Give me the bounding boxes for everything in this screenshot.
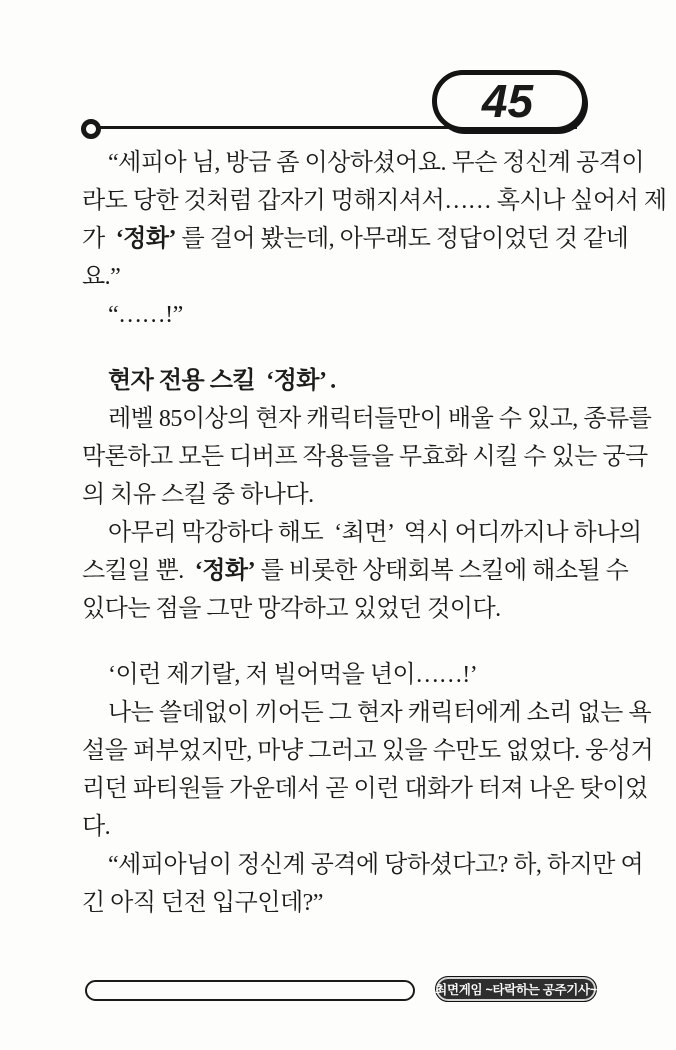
text-line bbox=[82, 732, 654, 770]
text-segment: 막론하고 모든 디버프 작용들을 무효화 시킬 수 있는 궁극 bbox=[82, 444, 648, 470]
text-line bbox=[82, 438, 648, 476]
text-segment: 스킬일 뿐. bbox=[82, 558, 195, 584]
page-footer bbox=[0, 960, 676, 1020]
text-line bbox=[82, 258, 602, 296]
paragraph-gap bbox=[82, 628, 602, 656]
footer-decoration-pill bbox=[85, 980, 415, 1001]
page-number-badge bbox=[432, 70, 587, 132]
text-segment: 라도 당한 것처럼 갑자기 멍해지셔서…… 혹시나 싶어서 제 bbox=[82, 188, 667, 214]
text-line bbox=[82, 182, 667, 220]
bold-text-segment: ‘정화’ bbox=[194, 558, 256, 584]
text-segment: 요.” bbox=[82, 264, 121, 290]
text-segment: 아무리 막강하다 해도 ‘최면’ 역시 어디까지나 하나의 bbox=[108, 520, 642, 546]
text-segment: 있다는 점을 그만 망각하고 있었던 것이다. bbox=[82, 596, 501, 622]
text-line bbox=[82, 514, 642, 552]
text-line bbox=[82, 770, 648, 808]
series-title: 최면게임 ~타락하는 공주기사~ bbox=[435, 983, 597, 997]
page-header bbox=[0, 0, 676, 140]
text-segment: “……!” bbox=[108, 302, 183, 328]
text-line bbox=[82, 694, 652, 732]
text-line bbox=[82, 362, 602, 400]
text-line bbox=[82, 846, 644, 884]
text-segment: 의 치유 스킬 중 하나다. bbox=[82, 482, 314, 508]
text-segment: 레벨 85이상의 현자 캐릭터들만이 배울 수 있고, 종류를 bbox=[108, 406, 652, 432]
text-segment: “세피아님이 정신계 공격에 당하셨다고? 하, 하지만 여 bbox=[108, 852, 644, 878]
text-segment: “세피아 님, 방금 좀 이상하셨어요. 무슨 정신계 공격이 bbox=[108, 150, 645, 176]
text-line bbox=[82, 220, 629, 258]
paragraph-gap bbox=[82, 334, 602, 362]
text-segment: 가 bbox=[82, 226, 116, 252]
text-line bbox=[82, 884, 602, 922]
header-line-ring-icon bbox=[81, 119, 101, 139]
page-number: 45 bbox=[481, 75, 534, 127]
text-segment: 설을 퍼부었지만, 마냥 그러고 있을 수만도 없었다. 웅성거 bbox=[82, 738, 654, 764]
text-line bbox=[82, 400, 652, 438]
text-segment: 다. bbox=[82, 814, 111, 840]
text-segment: 긴 아직 던전 입구인데?” bbox=[82, 890, 323, 916]
text-line bbox=[82, 296, 602, 334]
text-line bbox=[82, 476, 602, 514]
text-line bbox=[82, 144, 645, 182]
text-line bbox=[82, 552, 629, 590]
text-segment: 나는 쓸데없이 끼어든 그 현자 캐릭터에게 소리 없는 욕 bbox=[108, 700, 652, 726]
text-segment: 를 비롯한 상태회복 스킬에 해소될 수 bbox=[255, 558, 629, 584]
text-line bbox=[82, 808, 602, 846]
text-segment: 를 걸어 봤는데, 아무래도 정답이었던 것 같네 bbox=[176, 226, 629, 252]
bold-text-segment: ‘정화’ bbox=[115, 226, 177, 252]
text-segment: ‘이런 제기랄, 저 빌어먹을 년이……!’ bbox=[108, 662, 478, 688]
text-line bbox=[82, 656, 602, 694]
bold-text-segment: 현자 전용 스킬 ‘정화’ . bbox=[108, 368, 336, 394]
series-title-badge bbox=[435, 976, 597, 1002]
text-segment: 리던 파티원들 가운데서 곧 이런 대화가 터져 나온 탓이었 bbox=[82, 776, 648, 802]
text-line bbox=[82, 590, 602, 628]
body-text bbox=[82, 144, 667, 922]
